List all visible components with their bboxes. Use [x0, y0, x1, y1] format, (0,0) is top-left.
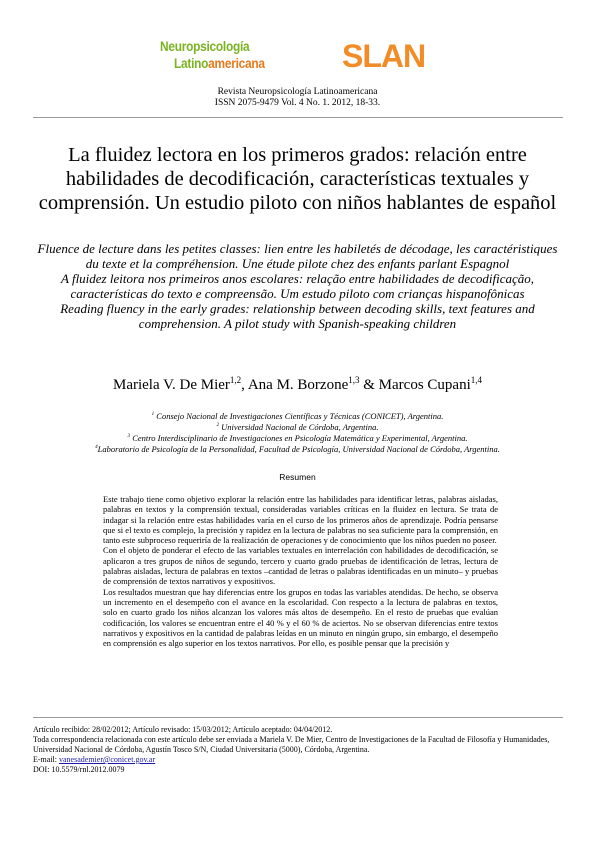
email-link[interactable]: vanesademier@conicet.gov.ar	[59, 755, 156, 764]
affiliation: $^1$ Consejo Nacional de Investigaciones Científicas y Técnicas (CONICET), Argentina.	[151, 411, 444, 421]
title-english: Reading fluency in the early grades: relationship between decoding skills, text features and comprehension. A pilot study with Spanish-speaking children	[60, 301, 535, 331]
abstract-paragraph: Con el objeto de ponderar el efecto de las variables textuales en interrelación con habilidades de decodificación, se aplicaron a tres grupos de niños de segundo, tercero y cuarto grado pruebas de identificación de letras, lectura de palabras aisladas, lectura de palabras en textos –cantidad de letras o palabras identificadas en un minuto– y pruebas de comprensión de textos narrativos y expositivos.	[103, 545, 498, 587]
footnote-divider	[33, 717, 563, 718]
abstract-paragraph: Este trabajo tiene como objetivo explorar la relación entre las habilidades para identificar letras, palabras aisladas, palabras en textos y la comprensión textual, consideradas variables críticas en la fluidez en lectura. Se trata de indagar si la relación entre estas habilidades varía en el curso de los primeros años de aprendizaje. Podría pensarse que si el texto es complejo, la precisión y rapidez en la lectura de palabras no sea suficiente para la comprensión, en tanto este subproceso requeriría de la realización de operaciones y de conocimiento que los niños pueden no poseer.	[103, 494, 498, 546]
author-name: Ana M. Borzone	[247, 377, 349, 393]
affiliation: $^3$ Centro Interdisciplinario de Investigaciones en Psicología Matemática y Experimental, Argentina.	[127, 433, 468, 443]
title-portuguese: A fluidez leitora nos primeiros anos escolares: relação entre habilidades de decodificação, características do texto e compreensão. Um estudo piloto com crianças hispanofônicas	[61, 271, 534, 301]
title-french: Fluence de lecture dans les petites classes: lien entre les habiletés de décodage, les caractéristiques du texte et la compréhension. Une étude pilote chez des enfants parlant Espagnol	[37, 241, 558, 271]
journal-name: Revista Neuropsicología Latinoamericana	[217, 87, 378, 97]
journal-issn: ISSN 2075-9479 Vol. 4 No. 1. 2012, 18-33.	[214, 98, 381, 108]
abstract-body	[103, 494, 498, 648]
abstract-heading: Resumen	[279, 472, 316, 482]
footnotes	[33, 725, 568, 775]
affiliation: $^4$Laboratorio de Psicología de la Personalidad, Facultad de Psicología, Universidad Nacional de Córdoba, Argentina.	[95, 444, 500, 454]
author-name: Marcos Cupani	[378, 377, 471, 393]
abstract-paragraph: Los resultados muestran que hay diferencias entre los grupos en todas las variables atendidas. De hecho, se observa un incremento en el desempeño con el avance en la escolaridad. Con respecto a la lectura de palabras en textos, solo en cuarto grado los niños alcanzan los valores más altos de desempeño. En el resto de pruebas que evalúan codificación, los valores se encuentran entre el 40 % y el 60 % de aciertos. No se observan diferencias entre textos narrativos y expositivos en la cantidad de palabras leídas en un minuto en ningún grupo, sin embargo, el desempeño en comprensión es algo superior en los textos narrativos. Por ello, es posible pensar que la precisión y	[103, 586, 498, 649]
affiliation: $^2$ Universidad Nacional de Córdoba, Argentina.	[216, 422, 379, 432]
logo-text-line1: Neuropsicología	[160, 38, 250, 54]
correspondence-note: Toda correspondencia relacionada con este artículo debe ser enviada a Mariela V. De Mier, Centro de Investigaciones de la Facultad de Filosofía y Humanidades, Universidad Nacional de Córdoba, Agustín Tosco S/N, Ciudad Universitaria (5000), Córdoba, Argentina.	[33, 735, 550, 754]
author-list: Mariela V. De Mier$^{1,2}$, Ana M. Borzone$^{1,3}$ & Marcos Cupani$^{1,4}$	[112, 375, 482, 393]
article-dates: Artículo recibido: 28/02/2012; Artículo revisado: 15/03/2012; Artículo aceptado: 04/04/2012.	[33, 725, 333, 734]
article-title: La fluidez lectora en los primeros grados: relación entre habilidades de decodificación, características textuales y comprensión. Un estudio piloto con niños hablantes de español	[38, 144, 557, 214]
email-line: E-mail: vanesademier@conicet.gov.ar	[33, 755, 156, 764]
doi: DOI: 10.5579/rnl.2012.0079	[33, 765, 125, 774]
journal-logo	[160, 38, 440, 78]
logo-text-line2: Latinoamericana	[174, 55, 265, 71]
journal-info	[0, 87, 595, 109]
header-divider	[33, 117, 563, 118]
logo-slan-mark: SLAN	[342, 38, 426, 74]
translated-titles	[32, 241, 563, 331]
author-name: Mariela V. De Mier	[112, 377, 230, 393]
affiliations	[0, 411, 595, 455]
